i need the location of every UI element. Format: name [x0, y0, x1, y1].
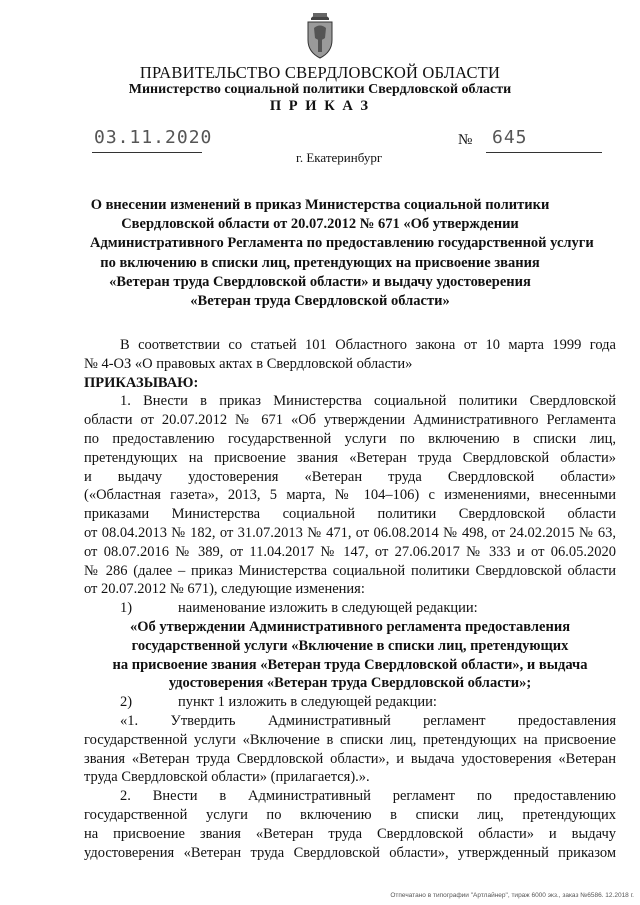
point1-line: приказами Министерства социальной политики Свердловской области	[84, 506, 616, 523]
point1-line: («Областная газета», 2013, 5 марта, № 104–106) с изменениями, внесенными	[84, 487, 616, 504]
point1-line: и выдачу удостоверения «Ветеран труда Свердловской области»	[84, 468, 616, 485]
title-line: «Ветеран труда Свердловской области»	[190, 293, 450, 310]
title-line: по включению в списки лиц, претендующих на присвоение звания	[100, 254, 540, 271]
subitem-2	[84, 693, 616, 712]
point1-line: № 286 (далее – приказ Министерства социальной политики Свердловской области	[84, 562, 616, 579]
point1-line: от 08.04.2013 № 182, от 31.07.2013 № 471, от 06.08.2014 № 498, от 24.02.2015 № 63,	[84, 524, 616, 541]
preamble-line: № 4-ОЗ «О правовых актах в Свердловской области»	[84, 355, 413, 372]
subitem-2-line: государственной услуги «Включение в списки лиц, претендующих на присвоение	[84, 731, 616, 748]
number-label: №	[458, 132, 473, 148]
point1-line: от 08.07.2016 № 389, от 11.04.2017 № 147, от 27.06.2017 № 333 и от 06.05.2020	[84, 543, 616, 560]
point1-line: области от 20.07.2012 № 671 «Об утверждении Административного Регламента	[84, 412, 616, 429]
coat-of-arms-icon	[303, 8, 337, 60]
point1-line: по предоставлению государственной услуги по включению в списки лиц,	[84, 430, 616, 447]
quoted-title-line: удостоверения «Ветеран труда Свердловской области»;	[168, 675, 532, 692]
subitem-number: 1)	[120, 600, 133, 617]
city: г. Екатеринбург	[296, 150, 383, 165]
point2-line: удостоверения «Ветеран труда Свердловской области», утвержденный приказом	[84, 844, 616, 861]
subitem-text: пункт 1 изложить в следующей редакции:	[178, 694, 437, 711]
number-field	[486, 127, 602, 153]
title-line: Административного Регламента по предоставлению государственной услуги	[90, 235, 594, 252]
quoted-title-line: государственной услуги «Включение в списки лиц, претендующих	[131, 637, 569, 654]
order-title	[90, 196, 594, 311]
point1-line: от 20.07.2012 № 671), следующие изменения:	[84, 581, 365, 598]
subitem-2-line: «1. Утвердить Административный регламент предоставления	[120, 712, 616, 729]
subitem-number: 2)	[120, 694, 133, 711]
point1-line: претендующих на присвоение звания «Ветеран труда Свердловской области»	[84, 449, 616, 466]
number-value: 645	[492, 127, 528, 148]
subitem-text: наименование изложить в следующей редакции:	[178, 600, 478, 617]
quoted-title-line: на присвоение звания «Ветеран труда Свердловской области», и выдача	[112, 656, 588, 673]
print-footer: Отпечатано в типографии "Артлайнер", тираж 6000 экз., заказ №6586. 12.2018 г.	[390, 892, 634, 899]
ministry-name: Министерство социальной политики Свердловской области	[128, 82, 512, 97]
subitem-1	[84, 599, 616, 618]
subitem-2-line: труда Свердловской области» (прилагается).».	[84, 769, 370, 786]
quoted-title-line: «Об утверждении Административного регламента предоставления	[129, 618, 571, 635]
preamble-line: В соответствии со статьей 101 Областного закона от 10 марта 1999 года	[120, 337, 616, 353]
title-line: Свердловской области от 20.07.2012 № 671 «Об утверждении	[121, 216, 519, 233]
date-value: 03.11.2020	[94, 127, 213, 148]
order-word: ПРИКАЗЫВАЮ:	[84, 374, 199, 391]
point1-line: 1. Внести в приказ Министерства социальной политики Свердловской	[120, 393, 616, 410]
date-field	[92, 127, 213, 153]
point2-line: на присвоение звания «Ветеран труда Свердловской области» и выдачу	[84, 825, 616, 842]
point2-line: государственной услуги по включению в списки лиц, претендующих	[84, 806, 616, 823]
title-line: О внесении изменений в приказ Министерства социальной политики	[90, 197, 550, 213]
government-name: ПРАВИТЕЛЬСТВО СВЕРДЛОВСКОЙ ОБЛАСТИ	[139, 63, 501, 82]
document-type: П Р И К А З	[269, 98, 371, 114]
title-line: «Ветеран труда Свердловской области» и выдачу удостоверения	[109, 273, 531, 290]
order-body	[84, 336, 616, 862]
subitem-2-line: звания «Ветеран труда Свердловской области», и выдача удостоверения «Ветеран	[84, 750, 616, 767]
point2-line: 2. Внести в Административный регламент по предоставлению	[120, 788, 616, 805]
